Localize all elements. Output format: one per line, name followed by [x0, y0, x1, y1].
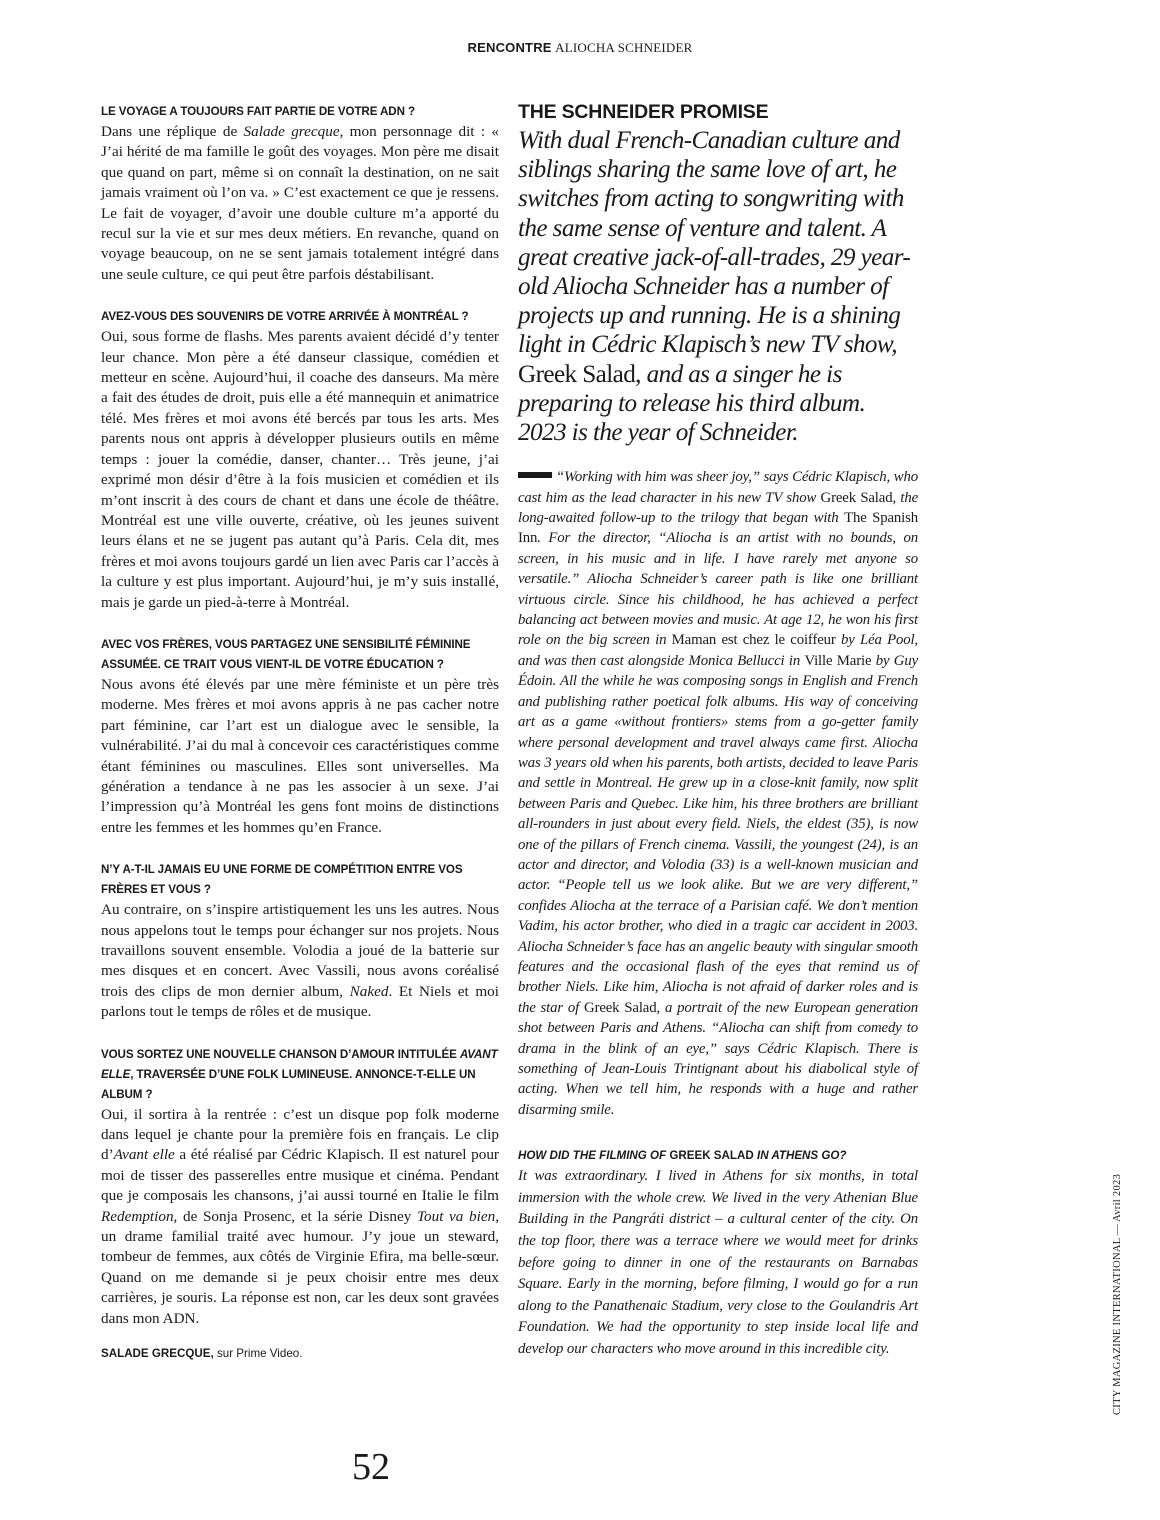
title-upright: Greek Salad, — [518, 360, 641, 388]
title-upright: Maman est chez le coiffeur — [671, 632, 836, 649]
section-gap — [101, 285, 499, 307]
interview-answer: Nous avons été élevés par une mère féministe et un père très moderne. Mes frères et moi avons appris à ne pas cacher notre part féminine, car l’art est un dialogue avec le sensible, la vulnérabilité. J’ai du mal à concevoir ces caractéristiques comme étant féminines ou masculines. Elles sont universelles. Ma génération a tendance à ne pas les associer à un sexe. J’ai l’impression qu’à Montréal les gens font moins de distinctions entre les femmes et les hommes qu’en France. — [101, 675, 499, 836]
interview-answer: Oui, sous forme de flashs. Mes parents avaient décidé d’y tenter leur chance. Mon père a été danseur classique, comédien et metteur en scène. Aujourd’hui, il coache des danseurs. Ma mère a fait des études de droit, puis elle a été mannequin et animatrice télé. Mes frères et moi avons été bercés par tous les arts. Mes parents nous ont appris à développer plusieurs outils en même temps : jouer la comédie, danser, chanter… Très jeune, j’ai exprimé mon désir d’être à la fois musicien et comédien et ils m’ont inscrit à des cours de chant et dans une école de théâtre. Montréal est une ville ouverte, créative, où les jeunes suivent leurs élans et ne se jugent pas autant qu’à Paris. Cela dit, mes frères et moi avons toujours gardé un lien avec Paris car l’accès à la culture y est plus important. Aujourd’hui, je m’y suis installé, mais je garde un pied-à-terre à Montréal. — [101, 328, 499, 611]
title-upright: Greek Salad — [584, 999, 657, 1016]
feature-answer: It was extraordinary. I lived in Athens for six months, in total immersion with the whole crew. We lived in the very Athenian Blue Building in the Pangráti district – a cultural center of the city. On the top floor, there was a terrace where we would meet for drinks before going to dinner in one of the restaurants on Barnabas Square. Early in the morning, before filming, I would go for a run along to the Panathenaic Stadium, very close to the Goulandris Art Foundation. We had the opportunity to step inside local life and develop our characters who move around in this incredible city. — [518, 1168, 918, 1357]
title-upright: Greek Salad — [820, 489, 893, 506]
header-name: ALIOCHA SCHNEIDER — [555, 40, 693, 55]
page-number: 52 — [352, 1446, 390, 1488]
feature-title: THE SCHNEIDER PROMISE — [518, 101, 769, 123]
credit-rest: sur Prime Video. — [213, 1347, 303, 1361]
interview-question: AVEZ-VOUS DES SOUVENIRS DE VOTRE ARRIVÉE À MONTRÉAL ? — [101, 310, 469, 324]
credit-title: SALADE GRECQUE, — [101, 1347, 214, 1361]
feature-body: “Working with him was sheer joy,” says Cédric Klapisch, who cast him as the lead character in his new TV show Greek Salad, the long-awaited follow-up to the trilogy that began with The Spanish Inn. For the director, “Aliocha is an artist with no bounds, on screen, in his music and in life. I have rarely met anyone so versatile.” Aliocha Schneider’s career path is like one brilliant virtuous circle. Since his childhood, he has achieved a perfect balancing act between movies and music. At age 12, he won his first role on the big screen in Maman est chez le coiffeur by Léa Pool, and was then cast alongside Monica Bellucci in Ville Marie by Guy Édoin. All the while he was composing songs in English and French and publishing rather poetical folk albums. His way of conceiving art as a game «without frontiers» stems from a go-getter family where personal development and travel always came first. Aliocha was 3 years old when his parents, both artists, decided to leave Paris and settle in Montreal. He grew up in a close-knit family, now split between Paris and Quebec. Like him, his three brothers are brilliant all-rounders in just about every field. Niels, the eldest (35), is now one of the pillars of French cinema. Vassili, the youngest (24), is an actor and director, and Volodia (33) is a well-known musician and actor. “People tell us we look alike. But we are very different,” confides Aliocha at the terrace of a Parisian café. We don’t mention Vadim, his actor brother, who died in a tragic car accident in 2003. Aliocha Schneider’s face has an angelic beauty with singular smooth features and the occasional flash of the eyes that remind us of brother Niels. Like him, Aliocha is not afraid of darker roles and is the star of Greek Salad, a portrait of the new European generation shot between Paris and Athens. “Aliocha can shift from comedy to drama in the blink of an eye,” says Cédric Klapisch. There is something of Jean-Louis Trintignant about his diabolical style of acting. When we tell him, he responds with a huge and rather disarming smile. — [518, 469, 919, 1118]
feature-question: HOW DID THE FILMING OF GREEK SALAD IN ATHENS GO? — [518, 1149, 847, 1163]
interview-answer: Au contraire, on s’inspire artistiquement les uns les autres. Nous nous appelons tout le temps pour échanger sur nos projets. Nous travaillons souvent ensemble. Volodia a joué de la batterie sur mes disques et en concert. Avec Vassili, nous avons coréalisé trois des clips de mon dernier album, Naked. Et Niels et moi parlons tout le temps de rôles et de musique. — [101, 901, 499, 1021]
interview-column — [101, 102, 499, 1360]
title-upright: The Spanish Inn — [518, 510, 918, 547]
interview-question: VOUS SORTEZ UNE NOUVELLE CHANSON D’AMOUR INTITULÉE AVANT ELLE, TRAVERSÉE D’UNE FOLK LUMINEUSE. ANNONCE-T-ELLE UN ALBUM ? — [101, 1047, 498, 1101]
feature-intro: With dual French-Canadian culture and siblings sharing the same love of art, he switches from acting to songwriting with the same sense of venture and talent. A great creative jack-of-all-trades, 29 year-old Aliocha Schneider has a number of projects up and running. He is a shining light in Cédric Klapisch’s new TV show, Greek Salad, and as a singer he is preparing to release his third album. 2023 is the year of Schneider. — [518, 127, 911, 447]
interview-answer: Oui, il sortira à la rentrée : c’est un disque pop folk moderne dans lequel je chante pour la première fois en français. Le clip d’Avant elle a été réalisé par Cédric Klapisch. Il est naturel pour moi de tisser des passerelles entre musique et cinéma. Pendant que je composais les chansons, j’ai aussi tourné en Italie le film Redemption, de Sonja Prosenc, et la série Disney Tout va bien, un drame familial traité avec humour. J’y joue un steward, tombeur de femmes, aux côtés de Virginie Efira, ma belle-sœur. Quand on me demande si je peux choisir entre mes deux carrières, je souris. La réponse est non, car les deux sont gravées dans mon ADN. — [101, 1105, 499, 1327]
emphasized-title: Tout va bien — [416, 1207, 496, 1225]
interview-question: N’Y A-T-IL JAMAIS EU UNE FORME DE COMPÉTITION ENTRE VOS FRÈRES ET VOUS ? — [101, 863, 463, 897]
emphasized-title: Avant elle — [113, 1146, 175, 1164]
section-gap — [101, 838, 499, 860]
interview-answer: Dans une réplique de Salade grecque, mon personnage dit : « J’ai hérité de ma famille le goût des voyages. Mon père me disait que quand on part, même si on connaît la destination, on ne sait jamais vraiment où l’on va. » C’est exactement ce que je ressens. Le fait de voyager, d’avoir une double culture m’a apporté du recul sur la vie et sur mes deux métiers. En revanche, quand on voyage beaucoup, on ne se sent jamais totalement intégré dans une seule culture, ce qui peut être parfois déstabilisant. — [101, 123, 499, 283]
title-upright: Ville Marie — [804, 652, 872, 669]
emphasized-title: Salade grecque — [243, 123, 340, 140]
section-gap — [101, 613, 499, 635]
feature-column — [518, 100, 918, 1361]
header-kicker: RENCONTRE — [467, 40, 552, 55]
interview-question: LE VOYAGE A TOUJOURS FAIT PARTIE DE VOTRE ADN ? — [101, 105, 415, 118]
title-upright: GREEK SALAD — [669, 1149, 754, 1163]
qa-list — [101, 102, 499, 1329]
emphasized-title: Redemption — [101, 1207, 174, 1225]
interview-question: AVEC VOS FRÈRES, VOUS PARTAGEZ UNE SENSIBILITÉ FÉMININE ASSUMÉE. CE TRAIT VOUS VIENT-IL DE VOTRE ÉDUCATION ? — [101, 637, 471, 671]
running-header — [0, 40, 1160, 56]
magazine-side-credit: CITY MAGAZINE INTERNATIONAL — Avril 2023 — [1112, 1173, 1123, 1415]
emphasized-title: AVANT ELLE — [101, 1047, 498, 1081]
lead-bar — [518, 472, 552, 478]
section-gap — [101, 1023, 499, 1045]
emphasized-title: Naked — [349, 982, 389, 1000]
credit-line — [101, 1347, 499, 1360]
